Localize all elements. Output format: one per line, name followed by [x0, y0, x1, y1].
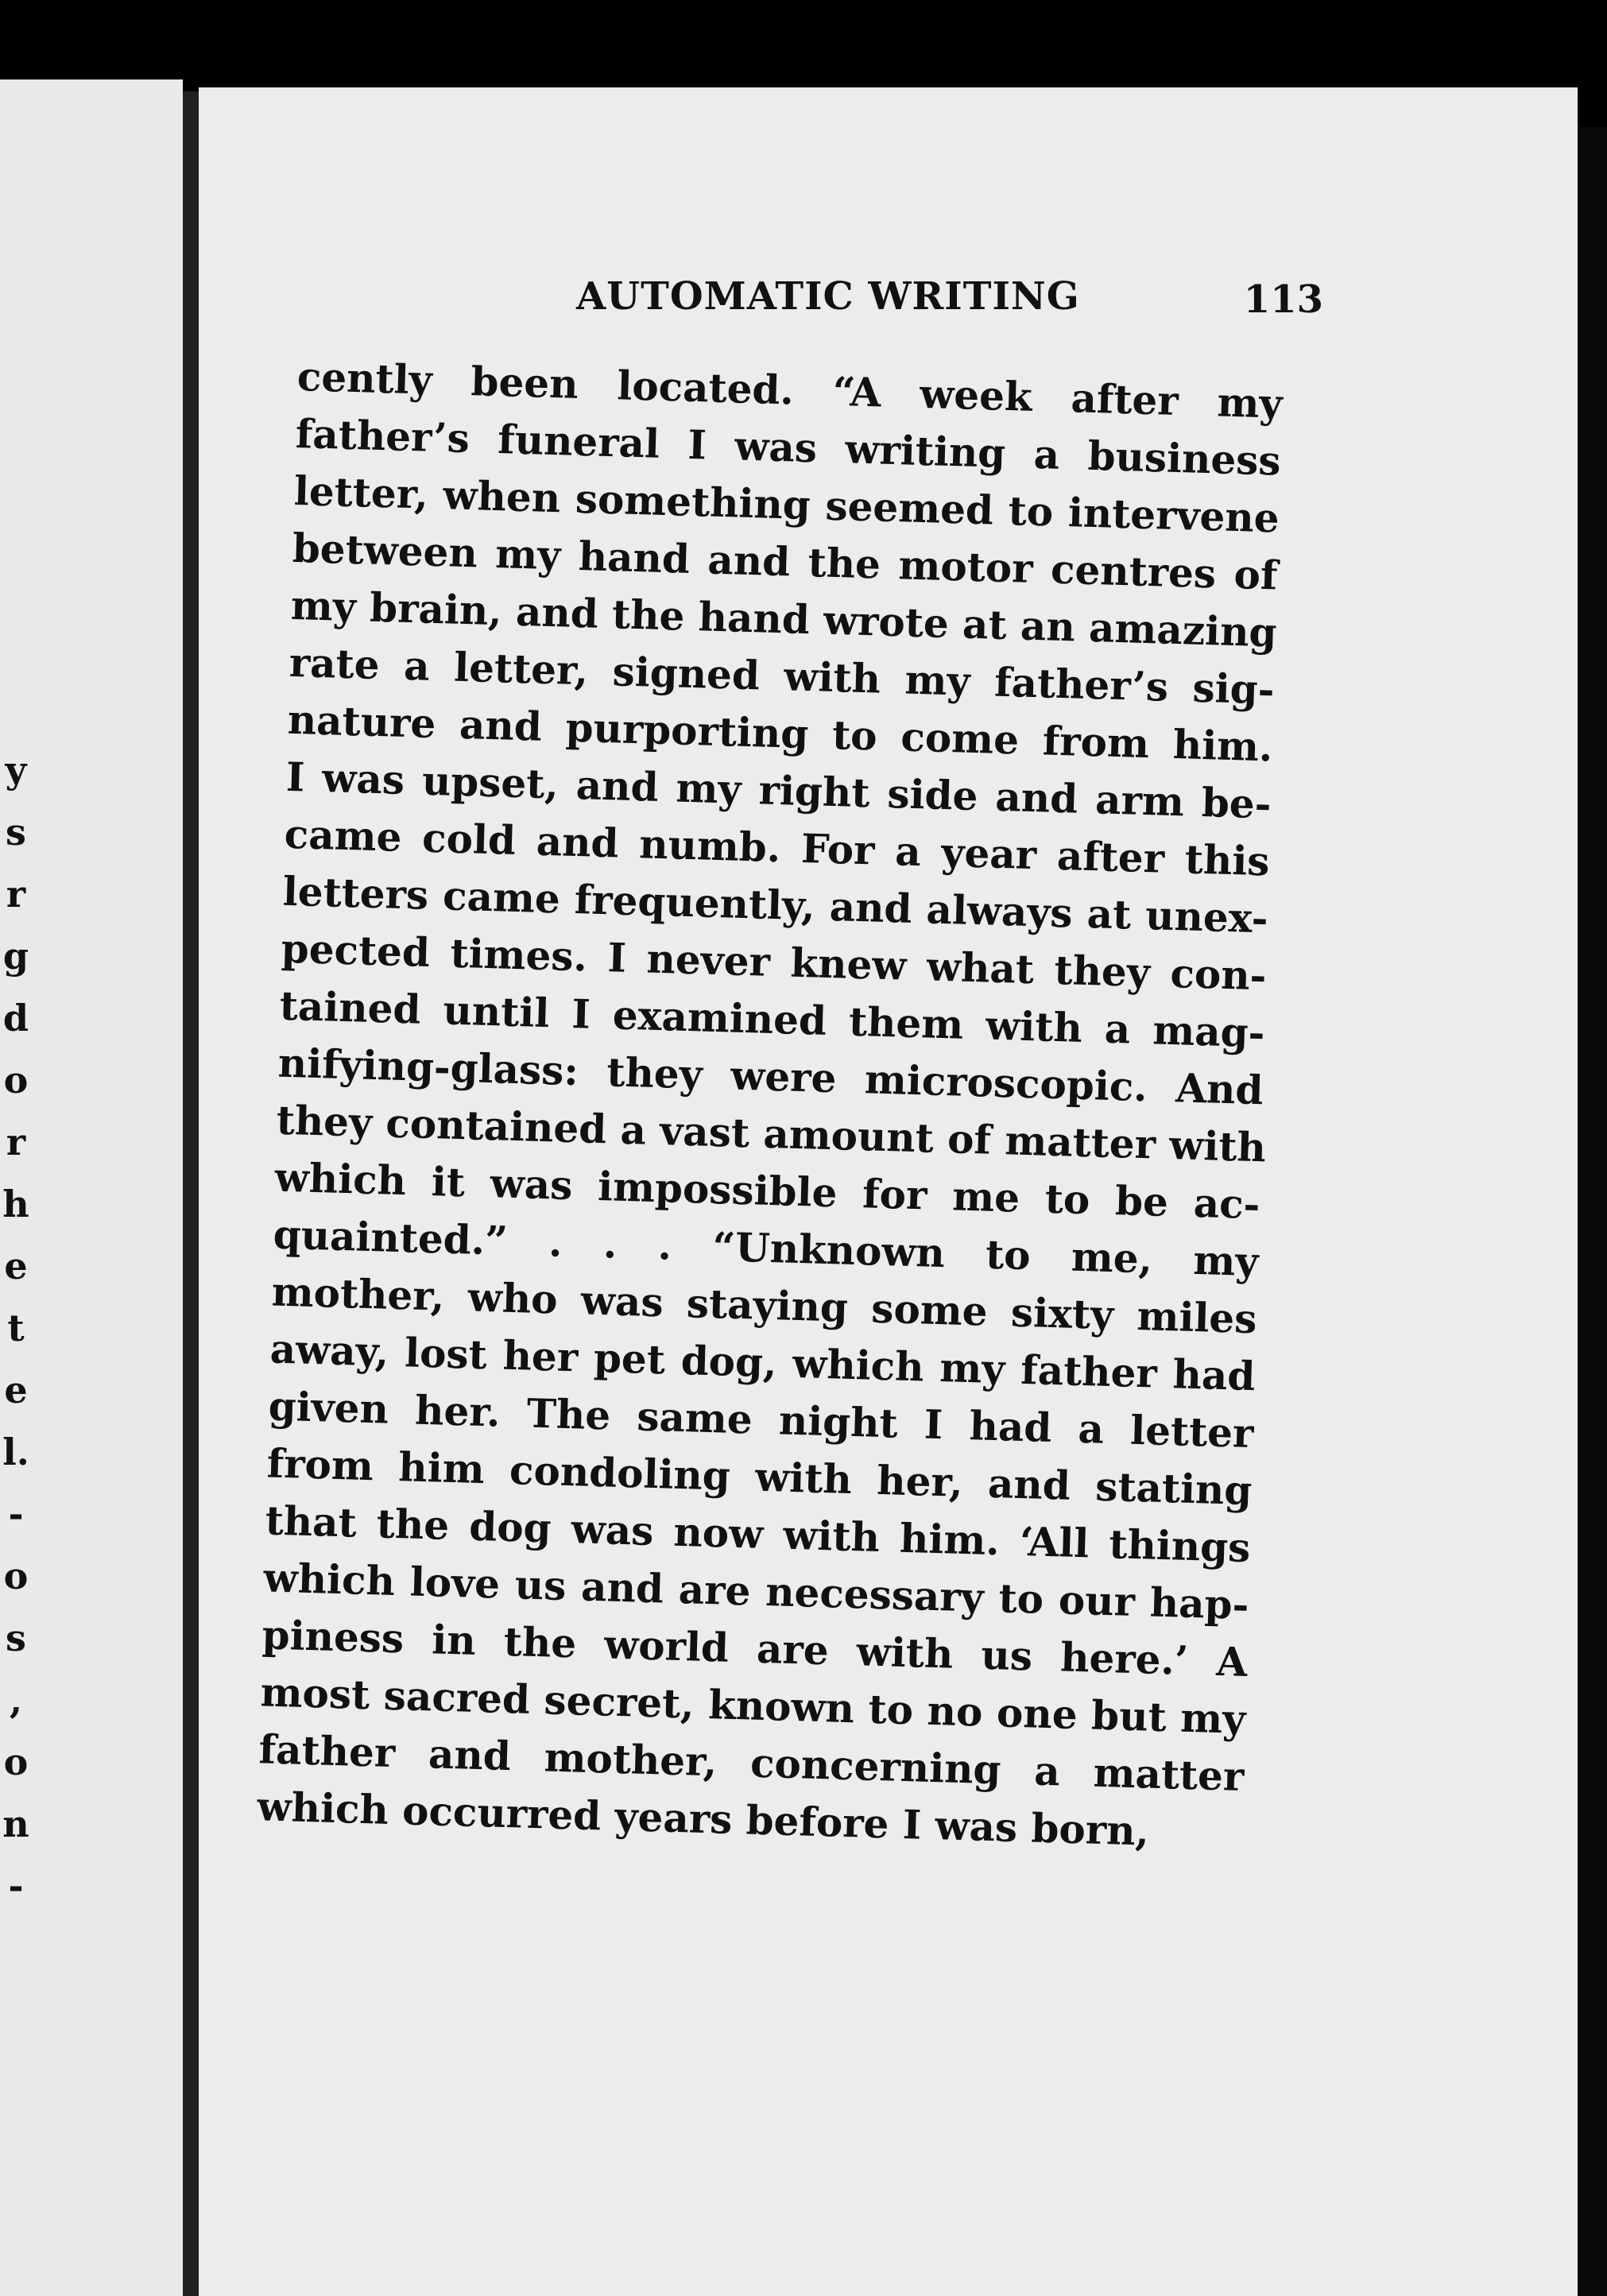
text-line: most sacred secret, known to no one but my [259, 1668, 1247, 1743]
fragment-line: y [5, 749, 27, 792]
fragment-line: r [6, 873, 26, 916]
text-line: that the dog was now with him. ‘All things [264, 1496, 1252, 1572]
fragment-line: o [3, 1740, 29, 1783]
fragment-line: e [4, 1245, 28, 1287]
text-line: tained until I examined them with a mag- [279, 982, 1266, 1057]
text-line: between my hand and the motor centres of [292, 524, 1279, 599]
fragment-line: g [2, 935, 29, 978]
text-line: nifying-glass: they were microscopic. And [277, 1039, 1264, 1114]
fragment-line: r [6, 1121, 26, 1163]
text-line: came cold and numb. For a year after this [284, 810, 1271, 885]
page-header [576, 274, 1323, 330]
left-page-fragments [0, 739, 32, 1917]
page-edge-shadow [1578, 127, 1607, 2296]
fragment-line: , [9, 1678, 22, 1721]
fragment-line: t [7, 1307, 25, 1349]
fragment-line: - [8, 1864, 24, 1907]
fragment-line: d [2, 997, 29, 1040]
text-line: which love us and are necessary to our hap- [262, 1554, 1250, 1629]
text-line: father and mother, concerning a matter [258, 1725, 1245, 1800]
text-line: my brain, and the hand wrote at an amazing [290, 581, 1278, 656]
fragment-line: l. [2, 1431, 29, 1473]
text-line: cently been located. “A week after my [296, 352, 1284, 428]
fragment-line: e [4, 1369, 28, 1411]
text-line: father’s funeral I was writing a business [295, 409, 1282, 485]
page-number: 113 [1243, 277, 1323, 322]
fragment-line: n [2, 1802, 29, 1845]
text-line: mother, who was staying some sixty miles [271, 1268, 1258, 1343]
text-line: letter, when something seemed to intervene [293, 467, 1280, 542]
left-page-edge [0, 79, 183, 2296]
text-line: nature and purporting to come from him. [287, 695, 1274, 771]
text-line: I was upset, and my right side and arm be- [285, 753, 1272, 828]
text-line: letters came frequently, and always at unex- [282, 867, 1269, 943]
fragment-line: o [3, 1059, 29, 1102]
fragment-line: s [6, 811, 26, 854]
text-line: which it was impossible for me to be ac- [274, 1153, 1261, 1229]
fragment-line: o [3, 1555, 29, 1597]
text-line: given her. The same night I had a letter [267, 1382, 1255, 1458]
fragment-line: s [6, 1616, 26, 1659]
text-line: piness in the world are with us here.’ A [261, 1611, 1249, 1686]
text-line: pected times. I never knew what they con- [281, 924, 1268, 1000]
text-line: quainted.” . . . “Unknown to me, my [273, 1210, 1260, 1286]
text-line: from him condoling with her, and stating [265, 1439, 1253, 1515]
body-text [257, 348, 1284, 1863]
text-line: rate a letter, signed with my father’s sig- [288, 638, 1276, 714]
text-line: away, lost her pet dog, which my father had [269, 1325, 1257, 1400]
text-line: which occurred years before I was born, [256, 1783, 1150, 1855]
fragment-line: - [8, 1493, 24, 1535]
running-head: AUTOMATIC WRITING [576, 274, 1080, 319]
text-line: they contained a vast amount of matter with [276, 1096, 1267, 1171]
fragment-line: h [2, 1183, 29, 1225]
book-gutter [183, 91, 199, 2296]
